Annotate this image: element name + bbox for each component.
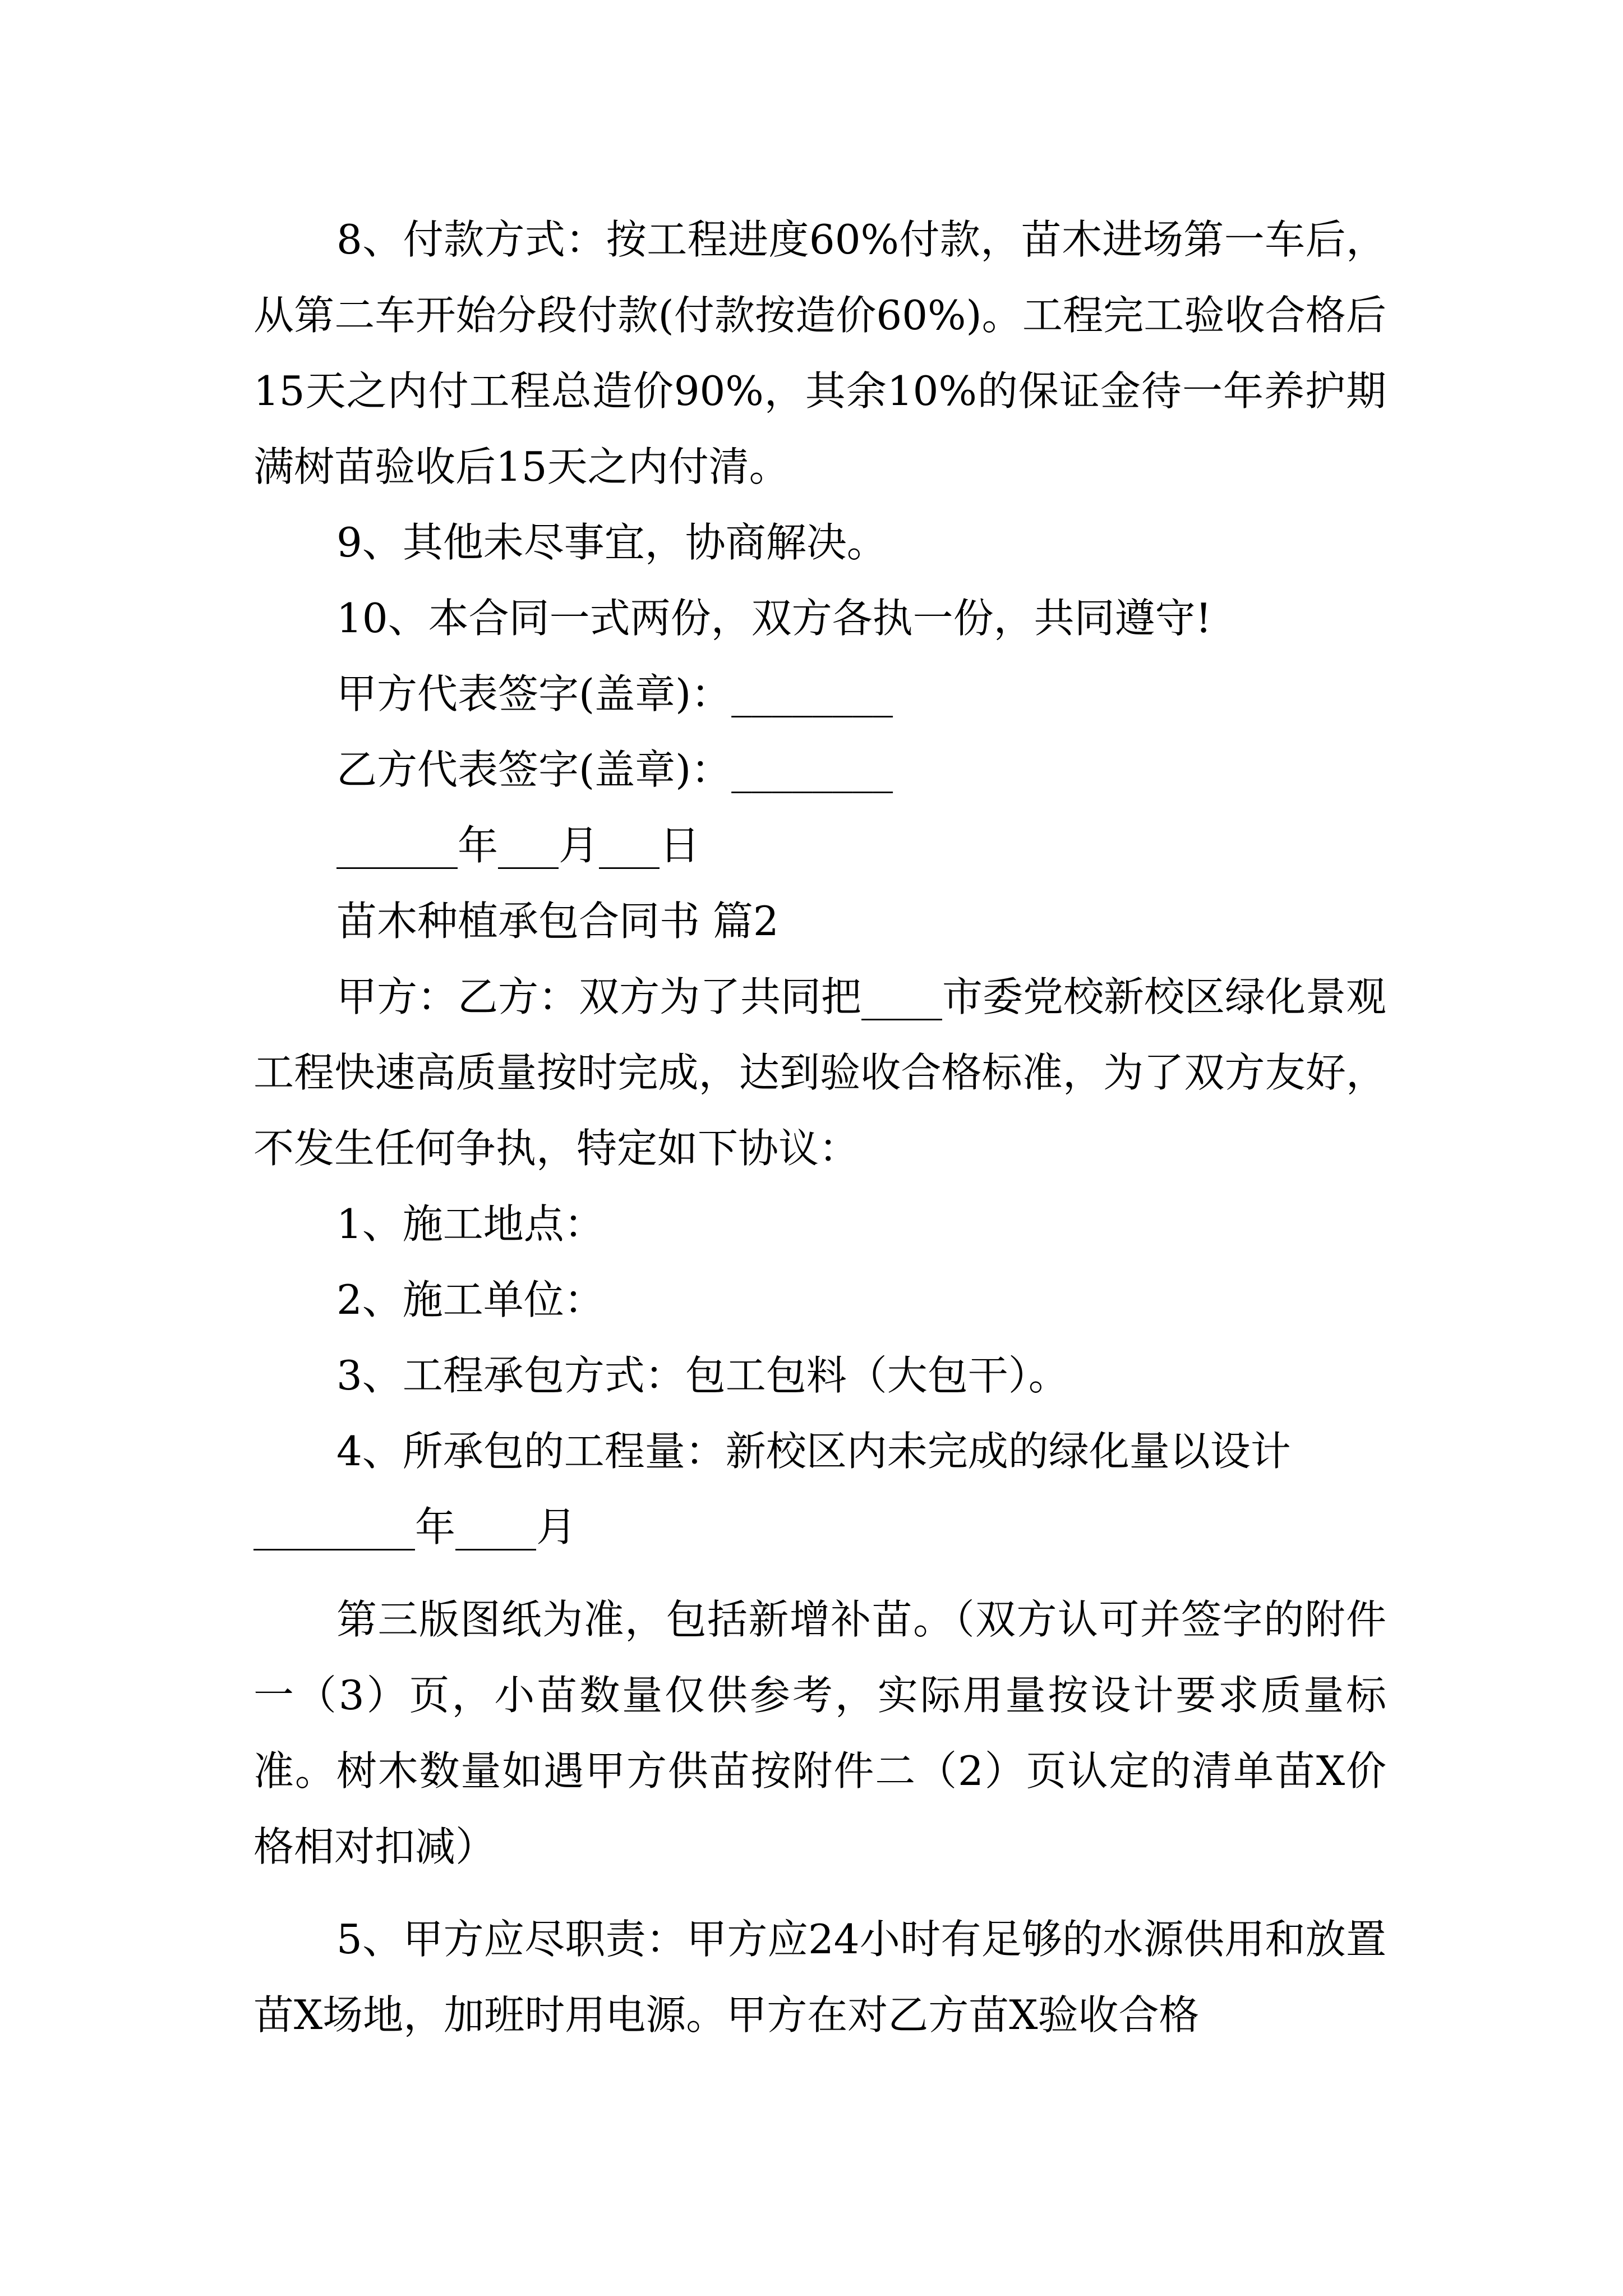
- section-title: 苗木种植承包合同书 篇2: [336, 898, 779, 945]
- scope-date-line: ________年____月: [253, 1503, 577, 1550]
- contract-mode-line: 3、工程承包方式：包工包料（大包干）。: [336, 1352, 1069, 1399]
- document-body: [253, 202, 1386, 2053]
- work-scope-line: 4、所承包的工程量：新校区内未完成的绿化量以设计: [336, 1428, 1291, 1475]
- other-matters-line: 9、其他未尽事宜，协商解决。: [336, 519, 887, 566]
- site-location-line: 1、施工地点：: [336, 1200, 605, 1248]
- payment-terms-paragraph: 8、付款方式：按工程进度60%付款，苗木进场第一车后，从第二车开始分段付款(付款按造价60%)。工程完工验收合格后15天之内付工程总造价90%，其余10%的保证金待一年养护期满树苗验收后15天之内付清。: [253, 216, 1386, 490]
- party-b-signature-line: 乙方代表签字(盖章)：________: [336, 746, 893, 793]
- intro-paragraph: 甲方：乙方：双方为了共同把____市委党校新校区绿化景观工程快速高质量按时完成，达到验收合格标准，为了双方友好，不发生任何争执，特定如下协议：: [253, 973, 1387, 1172]
- drawing-basis-paragraph: 第三版图纸为准，包括新增补苗。（双方认可并签字的附件一（3）页，小苗数量仅供参考，实际用量按设计要求质量标准。树木数量如遇甲方供苗按附件二（2）页认定的清单苗X价格相对扣减）: [253, 1596, 1386, 1870]
- copies-line: 10、本合同一式两份，双方各执一份，共同遵守!: [336, 595, 1212, 642]
- party-a-signature-line: 甲方代表签字(盖章)：________: [336, 670, 893, 717]
- contractor-line: 2、施工单位：: [336, 1276, 605, 1323]
- date-line: ______年___月___日: [336, 822, 700, 869]
- party-a-duties-paragraph: 5、甲方应尽职责：甲方应24小时有足够的水源供用和放置苗X场地，加班时用电源。甲方在对乙方苗X验收合格: [253, 1916, 1386, 2039]
